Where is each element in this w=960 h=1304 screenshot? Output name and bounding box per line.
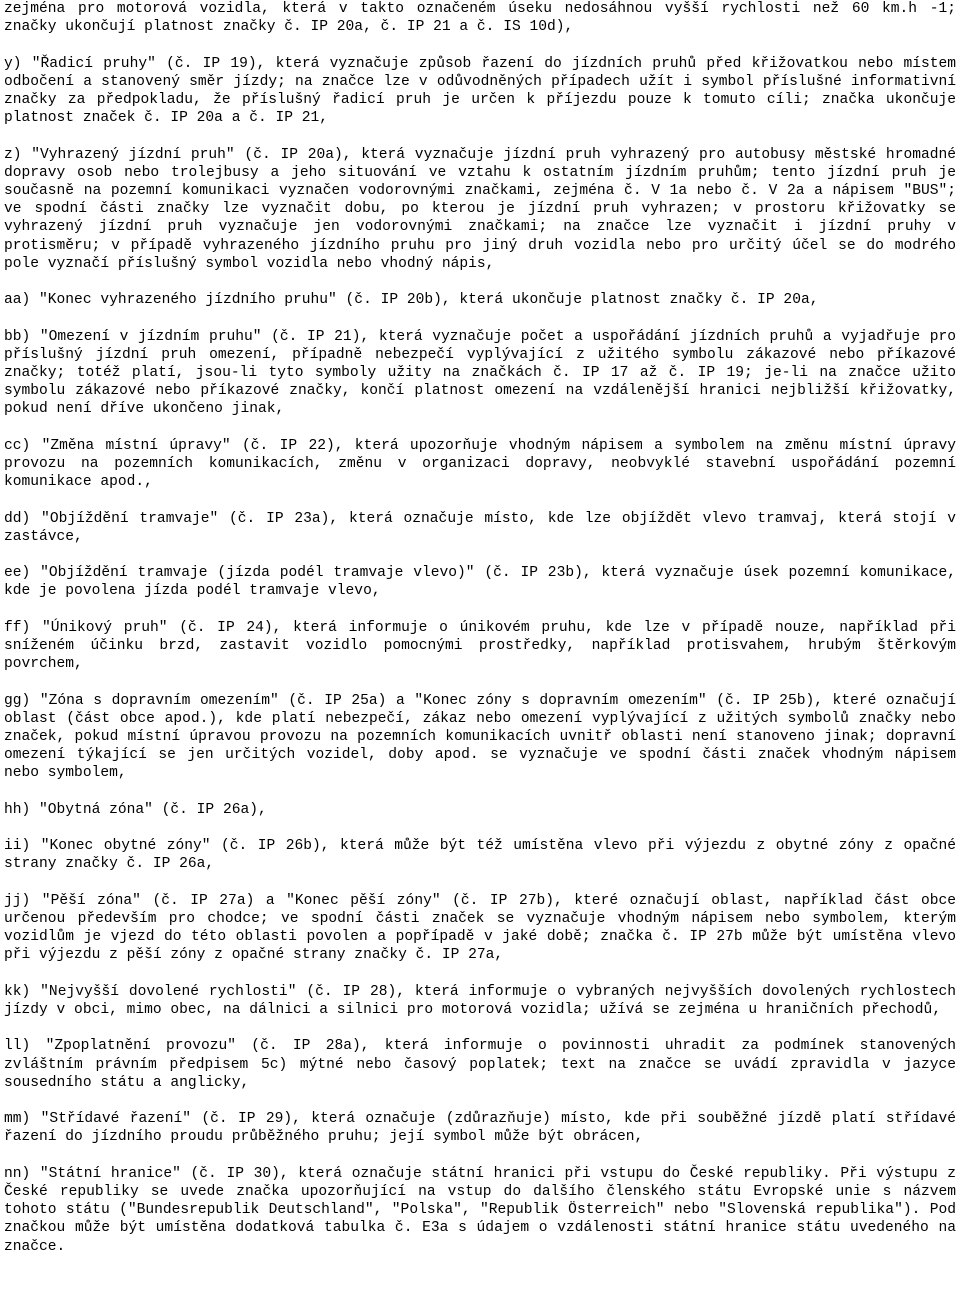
paragraph-bb-omezeni-v-pruhu: bb) "Omezení v jízdním pruhu" (č. IP 21), která vyznačuje počet a uspořádání jízdních pruhů a vyjadřuje pro příslušný jízdní pruh omezení, případně nebezpečí vyplývající z užitého symbolu zákazové nebo příkazové značky; totéž platí, jsou-li tyto symboly užity na značkách č. IP 17 až č. IP 19; je-li na značce užito symbolu zákazové nebo příkazové značky, končí platnost omezení na vzdálenější hranici nejbližší křižovatky, pokud není dříve ukončeno jinak,	[4, 328, 956, 418]
paragraph-kk-nejvyssi-rychlosti: kk) "Nejvyšší dovolené rychlosti" (č. IP 28), která informuje o vybraných nejvyšších dovolených rychlostech jízdy v obci, mimo obec, na dálnici a silnici pro motorová vozidla; užívá se zejména u hraničních přechodů,	[4, 983, 956, 1018]
paragraph-ll-zpoplatneni-provozu: ll) "Zpoplatnění provozu" (č. IP 28a), která informuje o povinnosti uhradit za podmínek stanovených zvláštním právním předpisem 5c) mýtné nebo časový poplatek; text na značce se uvádí zpravidla v jazyce sousedního státu a anglicky,	[4, 1038, 956, 1091]
paragraph-cc-zmena-mistni-upravy: cc) "Změna místní úpravy" (č. IP 22), která upozorňuje vhodným nápisem a symbolem na změnu místní úpravy provozu na pozemních komunikacích, změnu v organizaci dopravy, neobvyklé stavební uspořádání pozemní komunikace apod.,	[4, 437, 956, 491]
paragraph-continuation: zejména pro motorová vozidla, která v takto označeném úseku nedosáhnou vyšší rychlosti než 60 km.h -1; značky ukončují platnost značky č. IP 20a, č. IP 21 a č. IS 10d),	[4, 1, 956, 36]
paragraph-mm-stridave-razeni: mm) "Střídavé řazení" (č. IP 29), která označuje (zdůrazňuje) místo, kde při souběžné jízdě platí střídavé řazení do jízdního proudu průběžného pruhu; její symbol může být obrácen,	[4, 1111, 956, 1146]
paragraph-nn-statni-hranice: nn) "Státní hranice" (č. IP 30), která označuje státní hranici při vstupu do České republiky. Při výstupu z České republiky se uvede značka upozorňující na vstup do dalšího členského státu Evropské unie s názvem tohoto státu ("Bundesrepublik Deutschland", "Polska", "Republik Österreich" nebo "Slovenská republika"). Pod značkou může být umístěna dodatková tabulka č. E3a s údajem o vzdálenosti státní hranice státu uvedeného na značce.	[4, 1165, 956, 1255]
paragraph-ff-unikovy-pruh: ff) "Únikový pruh" (č. IP 24), která informuje o únikovém pruhu, kde lze v případě nouze, například při sníženém účinku brzd, zastavit vozidlo pomocnými prostředky, například protisvahem, hrubým štěrkovým povrchem,	[4, 619, 956, 673]
paragraph-jj-pesi-zona: jj) "Pěší zóna" (č. IP 27a) a "Konec pěší zóny" (č. IP 27b), které označují oblast, například část obce určenou především pro chodce; ve spodní části značek se vyznačuje vhodným nápisem nebo symbolem, kterým vozidlům je vjezd do této oblasti povolen a popřípadě v jaké době; značka č. IP 27b může být umístěna vlevo při výjezdu z pěší zóny z opačné strany značky č. IP 27a,	[4, 892, 956, 964]
paragraph-y-radici-pruhy: y) "Řadicí pruhy" (č. IP 19), která vyznačuje způsob řazení do jízdních pruhů před křižovatkou nebo místem odbočení a stanovený směr jízdy; na značce lze v odůvodněných případech užít i symbol příslušné informativní značky za předpokladu, že příslušný řadicí pruh je určen k příjezdu pouze k tomuto cíli; značka ukončuje platnost značek č. IP 20a a č. IP 21,	[4, 55, 956, 127]
paragraph-ee-objizdeni-tramvaje-vlevo: ee) "Objíždění tramvaje (jízda podél tramvaje vlevo)" (č. IP 23b), která vyznačuje úsek pozemní komunikace, kde je povolena jízda podél tramvaje vlevo,	[4, 565, 956, 600]
paragraph-hh-obytna-zona: hh) "Obytná zóna" (č. IP 26a),	[4, 801, 267, 818]
paragraph-ii-konec-obytne-zony: ii) "Konec obytné zóny" (č. IP 26b), která může být též umístěna vlevo při výjezdu z obytné zóny z opačné strany značky č. IP 26a,	[4, 838, 956, 873]
paragraph-dd-objizdeni-tramvaje: dd) "Objíždění tramvaje" (č. IP 23a), která označuje místo, kde lze objíždět vlevo tramvaj, která stojí v zastávce,	[4, 510, 956, 545]
paragraph-aa-konec-vyhrazeneho-pruhu: aa) "Konec vyhrazeného jízdního pruhu" (č. IP 20b), která ukončuje platnost značky č. IP 20a,	[4, 292, 819, 309]
paragraph-z-vyhrazeny-jizdni-pruh: z) "Vyhrazený jízdní pruh" (č. IP 20a), která vyznačuje jízdní pruh vyhrazený pro autobusy městské hromadné dopravy osob nebo trolejbusy a jeho situování ve vztahu k ostatním jízdním pruhům; tento jízdní pruh je současně na pozemní komunikaci vyznačen vodorovnými značkami, zejména č. V 1a nebo č. V 2a a nápisem "BUS"; ve spodní části značky lze vyznačit dobu, po kterou je jízdní pruh vyhrazen; v prostoru křižovatky se vyhrazený jízdní pruh vyznačuje jen vodorovnými značkami; na značce lze vyznačit i jízdní pruhy v protisměru; v případě vyhrazeného jízdního pruhu pro jiný druh vozidla nebo pro určitý účel se do modrého pole vyznačí příslušný symbol vozidla nebo vhodný nápis,	[4, 146, 956, 272]
paragraph-gg-zona-s-omezenim: gg) "Zóna s dopravním omezením" (č. IP 25a) a "Konec zóny s dopravním omezením" (č. IP 25b), které označují oblast (část obce apod.), kde platí nebezpečí, zákaz nebo omezení vyplývající z užitých symbolů značky nebo značek, pokud místní úpravou provozu na pozemních komunikacích uvnitř oblasti není stanoveno jinak; dopravní omezení týkající se jen určitých vozidel, doby apod. se vyznačuje ve spodní části značek vhodným nápisem nebo symbolem,	[4, 692, 956, 782]
